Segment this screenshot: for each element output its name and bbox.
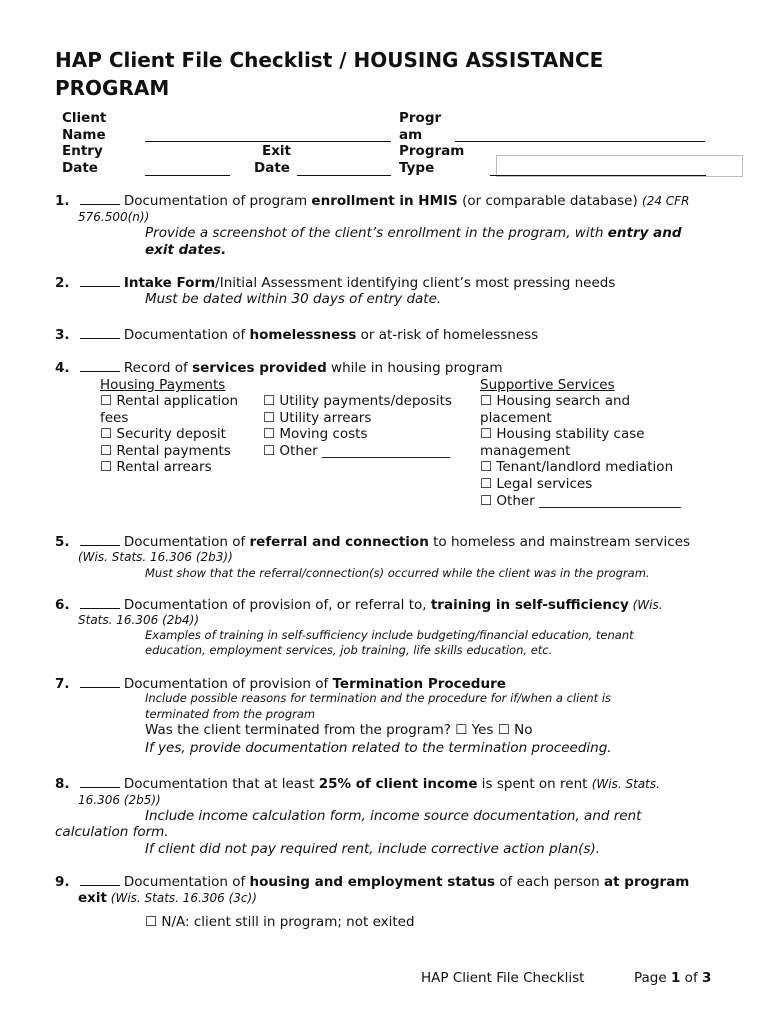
rental-arrears-checkbox[interactable]: ☐ Rental arrears [100, 459, 212, 476]
item-9-check-blank[interactable] [80, 874, 120, 886]
item-5-check-blank[interactable] [80, 534, 120, 546]
item-7: 7. Documentation of provision of Termination Procedure [55, 676, 506, 692]
item-9: 9. Documentation of housing and employment status of each person at program [55, 874, 690, 890]
housing-stability-checkbox[interactable]: ☐ Housing stability case [480, 426, 645, 443]
item-8-note-2: If client did not pay required rent, include corrective action plan(s). [145, 841, 601, 857]
placement-label: placement [480, 409, 552, 426]
program-type-label: Program Type [399, 143, 465, 176]
page-title: HAP Client File Checklist / HOUSING ASSISTANCE PROGRAM [55, 48, 604, 100]
rental-application-fees-label: fees [100, 409, 129, 426]
item-8-note-1b: calculation form. [55, 824, 169, 840]
entry-date-field[interactable] [145, 175, 230, 176]
program-label: Progr am [399, 110, 442, 143]
security-deposit-checkbox[interactable]: ☐ Security deposit [100, 426, 226, 443]
not-exited-checkbox[interactable]: ☐ N/A: client still in program; not exited [145, 914, 415, 930]
item-4-check-blank[interactable] [80, 360, 120, 372]
other-housing-checkbox[interactable]: ☐ Other ___________________ [263, 442, 451, 459]
exit-date-field[interactable] [297, 175, 391, 176]
utility-arrears-checkbox[interactable]: ☐ Utility arrears [263, 409, 372, 426]
item-5-note: Must show that the referral/connection(s) occurred while the client was in the program. [145, 566, 650, 580]
utility-payments-checkbox[interactable]: ☐ Utility payments/deposits [263, 393, 452, 409]
item-1-note-2: exit dates. [145, 242, 227, 258]
program-field[interactable] [455, 141, 705, 142]
program-type-underline [490, 175, 706, 176]
item-7-note-3: If yes, provide documentation related to the termination proceeding. [145, 740, 612, 756]
entry-date-label: Entry Date [62, 143, 103, 176]
footer-label: HAP Client File Checklist [421, 970, 585, 986]
client-name-field[interactable] [145, 141, 391, 142]
item-8-citation: 16.306 (2b5)) [78, 793, 161, 807]
item-6-check-blank[interactable] [80, 597, 120, 609]
page-indicator: Page 1 of 3 [634, 970, 712, 986]
housing-payments-list [100, 393, 238, 476]
item-7-note-1: Include possible reasons for termination and the procedure for if/when a client is [145, 691, 612, 705]
item-7-note-2: terminated from the program [145, 707, 316, 721]
other-support-checkbox[interactable]: ☐ Other _____________________ [480, 492, 681, 509]
item-6-citation: Stats. 16.306 (2b4)) [78, 613, 199, 627]
item-3-check-blank[interactable] [80, 327, 120, 339]
item-7-check-blank[interactable] [80, 676, 120, 688]
supportive-services-list [480, 393, 681, 509]
item-5: 5. Documentation of referral and connection to homeless and mainstream services [55, 534, 691, 550]
housing-payments-list-2 [263, 393, 452, 459]
item-1-note: Provide a screenshot of the client’s enrollment in the program, with entry and [145, 225, 682, 241]
tenant-landlord-checkbox[interactable]: ☐ Tenant/landlord mediation [480, 459, 674, 476]
item-9-line-2: exit (Wis. Stats. 16.306 (3c)) [78, 890, 257, 906]
housing-payments-heading: Housing Payments [100, 377, 226, 393]
item-1-check-blank[interactable] [80, 193, 120, 205]
item-2: 2. Intake Form/Initial Assessment identifying client’s most pressing needs [55, 275, 616, 291]
management-label: management [480, 442, 571, 459]
program-type-dropdown[interactable] [496, 155, 743, 177]
rental-payments-checkbox[interactable]: ☐ Rental payments [100, 442, 231, 459]
item-8-note-1: Include income calculation form, income source documentation, and rent [145, 808, 642, 824]
item-2-note: Must be dated within 30 days of entry date. [145, 291, 442, 307]
legal-services-checkbox[interactable]: ☐ Legal services [480, 475, 593, 492]
item-1-citation: 576.500(n)) [78, 210, 150, 224]
item-6-note-1: Examples of training in self-sufficiency include budgeting/financial education, tenant [145, 628, 634, 642]
item-6: 6. Documentation of provision of, or referral to, training in self-sufficiency (Wis. [55, 597, 663, 613]
terminated-question[interactable]: Was the client terminated from the program? ☐ Yes ☐ No [145, 722, 533, 738]
housing-search-checkbox[interactable]: ☐ Housing search and [480, 393, 631, 409]
supportive-services-heading: Supportive Services [480, 377, 615, 393]
item-8-check-blank[interactable] [80, 776, 120, 788]
moving-costs-checkbox[interactable]: ☐ Moving costs [263, 426, 368, 443]
client-name-label: Client Name [62, 110, 107, 143]
exit-date-label: Exit Date [254, 143, 292, 176]
item-5-citation: (Wis. Stats. 16.306 (2b3)) [78, 550, 233, 564]
item-8: 8. Documentation that at least 25% of client income is spent on rent (Wis. Stats. [55, 776, 660, 792]
item-3: 3. Documentation of homelessness or at-risk of homelessness [55, 327, 539, 343]
item-6-note-2: education, employment services, job training, life skills education, etc. [145, 643, 553, 657]
item-4: 4. Record of services provided while in housing program [55, 360, 503, 376]
item-1: 1. Documentation of program enrollment in HMIS (or comparable database) (24 CFR [55, 193, 690, 209]
item-2-check-blank[interactable] [80, 275, 120, 287]
rental-application-checkbox[interactable]: ☐ Rental application [100, 393, 239, 409]
